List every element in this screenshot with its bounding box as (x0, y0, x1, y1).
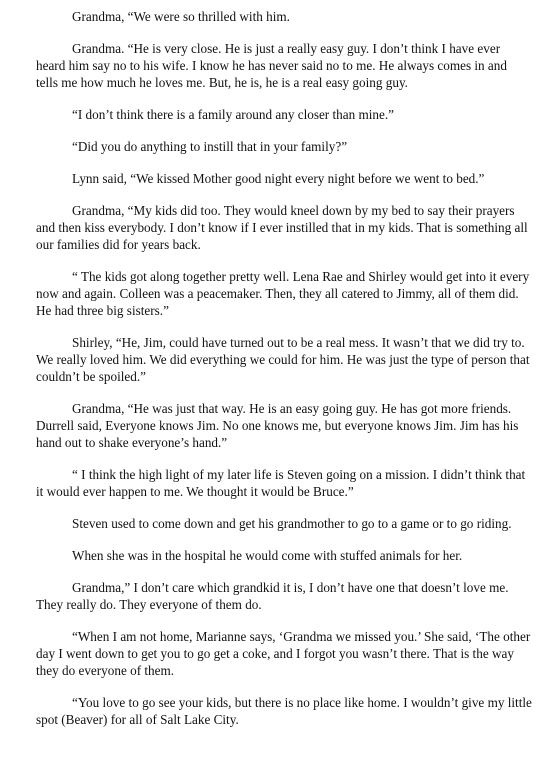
paragraph: Steven used to come down and get his grandmother to go to a game or to go riding. (72, 516, 512, 531)
paragraph: Grandma, “My kids did too. They would kneel down by my bed to say their prayers and then kiss everybody. I don’t know if I ever instilled that in my kids. That is something all our families did for years back. (36, 203, 528, 252)
paragraph: Grandma. “He is very close. He is just a really easy guy. I don’t think I have ever heard him say no to his wife. I know he has never said no to me. He always comes in and tells me how much he loves me. But, he is, he is a real easy going guy. (36, 41, 507, 90)
paragraph: Shirley, “He, Jim, could have turned out to be a real mess. It wasn’t that we did try to. We really loved him. We did everything we could for him. He was just the type of person that couldn’t be spoiled.” (36, 335, 530, 384)
paragraph: Lynn said, “We kissed Mother good night every night before we went to bed.” (72, 171, 485, 186)
paragraph: “When I am not home, Marianne says, ‘Grandma we missed you.’ She said, ‘The other day I went down to get you to go get a coke, and I forgot you wasn’t there. That is the way they do everyone of them. (36, 629, 531, 678)
paragraph: “ The kids got along together pretty well. Lena Rae and Shirley would get into it every now and again. Colleen was a peacemaker. Then, they all catered to Jimmy, all of them did. He had three big sisters.” (36, 269, 530, 318)
document-page (36, 8, 532, 743)
paragraph: “I don’t think there is a family around any closer than mine.” (72, 107, 395, 122)
paragraph: Grandma, “He was just that way. He is an easy going guy. He has got more friends. Durrell said, Everyone knows Jim. No one knows me, but everyone knows Jim. Jim has his hand out to shake everyone’s hand.” (36, 401, 519, 450)
paragraph: When she was in the hospital he would come with stuffed animals for her. (72, 548, 463, 563)
paragraph: “You love to go see your kids, but there is no place like home. I wouldn’t give my little spot (Beaver) for all of Salt Lake City. (36, 695, 532, 727)
paragraph: “ I think the high light of my later life is Steven going on a mission. I didn’t think that it would ever happen to me. We thought it would be Bruce.” (36, 467, 526, 499)
paragraph: “Did you do anything to instill that in your family?” (72, 139, 348, 154)
paragraph: Grandma,” I don’t care which grandkid it is, I don’t have one that doesn’t love me. They really do. They everyone of them do. (36, 580, 509, 612)
paragraph: Grandma, “We were so thrilled with him. (72, 9, 290, 24)
